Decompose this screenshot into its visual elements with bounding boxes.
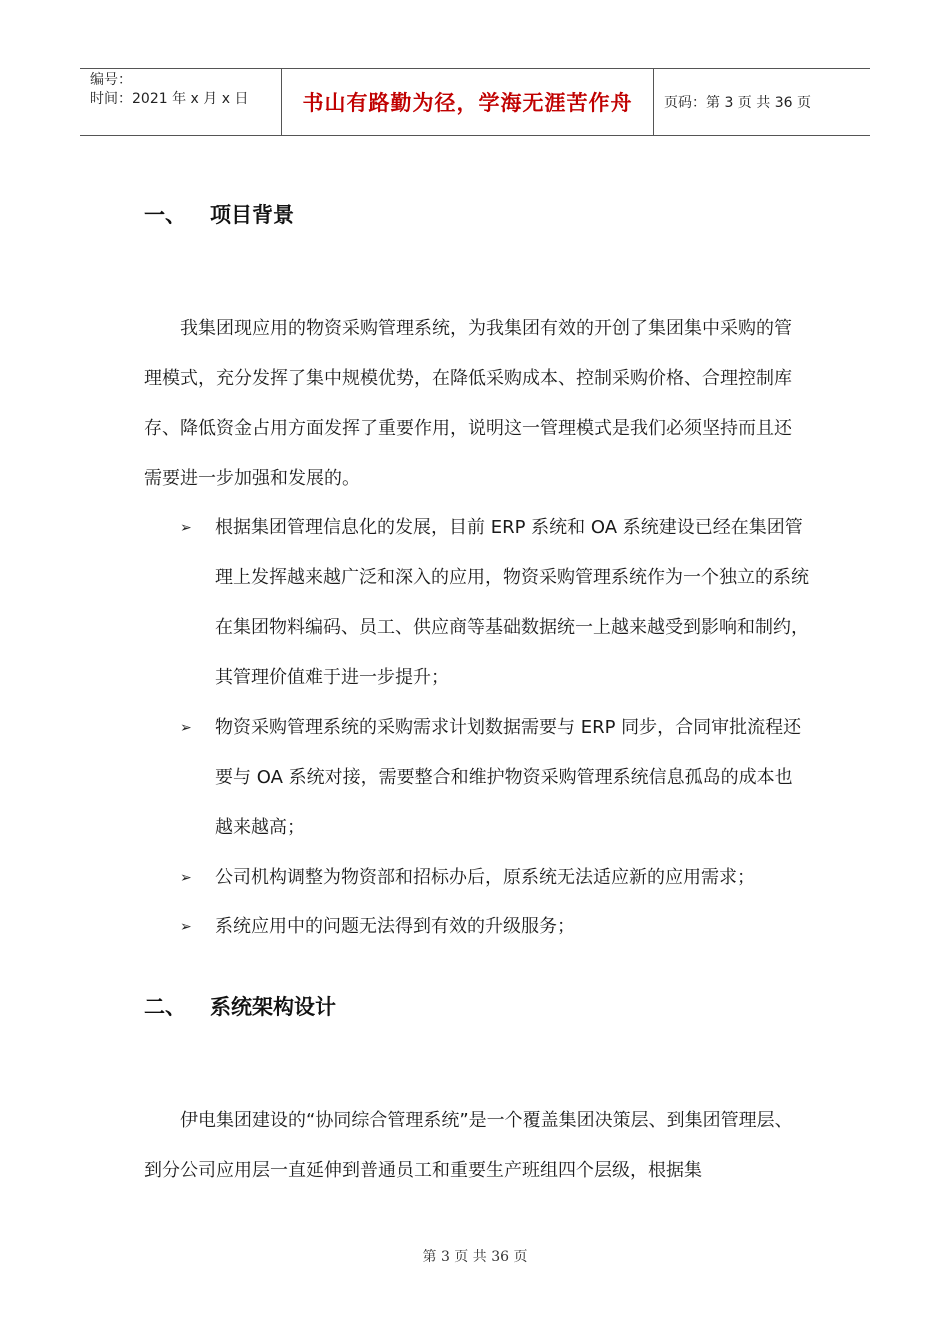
document-header <box>80 68 870 136</box>
list-item <box>180 703 810 853</box>
arrowhead-icon: ➢ <box>180 720 192 736</box>
list-item <box>180 503 810 703</box>
section-2-paragraph: 伊电集团建设的“协同综合管理系统”是一个覆盖集团决策层、到集团管理层、到分公司应用层一直延伸到普通员工和重要生产班组四个层级，根据集 <box>144 1110 793 1181</box>
list-item <box>180 853 810 903</box>
header-page-info: 页码：第 3 页 共 36 页 <box>664 95 811 111</box>
header-motto: 书山有路勤为径，学海无涯苦作舟 <box>281 69 654 135</box>
list-item-text: 根据集团管理信息化的发展，目前 ERP 系统和 OA 系统建设已经在集团管理上发挥越来越广泛和深入的应用，物资采购管理系统作为一个独立的系统在集团物料编码、员工、供应商等基础数据统一上越来越受到影响和制约，其管理价值难于进一步提升； <box>215 517 809 688</box>
list-item <box>180 902 810 952</box>
list-item-text: 系统应用中的问题无法得到有效的升级服务； <box>215 916 575 937</box>
list-item-text: 物资采购管理系统的采购需求计划数据需要与 ERP 同步，合同审批流程还要与 OA 系统对接，需要整合和维护物资采购管理系统信息孤岛的成本也越来越高； <box>215 717 802 838</box>
header-date: 时间：2021 年 x 月 x 日 <box>90 91 249 107</box>
arrowhead-icon: ➢ <box>180 919 192 935</box>
section-number: 一、 <box>144 203 186 227</box>
page-footer: 第 3 页 共 36 页 <box>422 1249 528 1265</box>
header-number-label: 编号： <box>90 72 132 88</box>
section-heading-2 <box>144 991 336 1021</box>
section-title: 项目背景 <box>210 203 294 227</box>
list-item-text: 公司机构调整为物资部和招标办后，原系统无法适应新的应用需求； <box>215 867 755 888</box>
header-meta <box>80 69 281 135</box>
arrowhead-icon: ➢ <box>180 520 192 536</box>
section-1-paragraph: 我集团现应用的物资采购管理系统，为我集团有效的开创了集团集中采购的管理模式，充分发挥了集中规模优势，在降低采购成本、控制采购价格、合理控制库存、降低资金占用方面发挥了重要作用，说明这一管理模式是我们必须坚持而且还需要进一步加强和发展的。 <box>144 318 792 489</box>
arrowhead-icon: ➢ <box>180 870 192 886</box>
section-number: 二、 <box>144 995 186 1019</box>
section-title: 系统架构设计 <box>210 995 336 1019</box>
section-heading-1 <box>144 199 294 229</box>
